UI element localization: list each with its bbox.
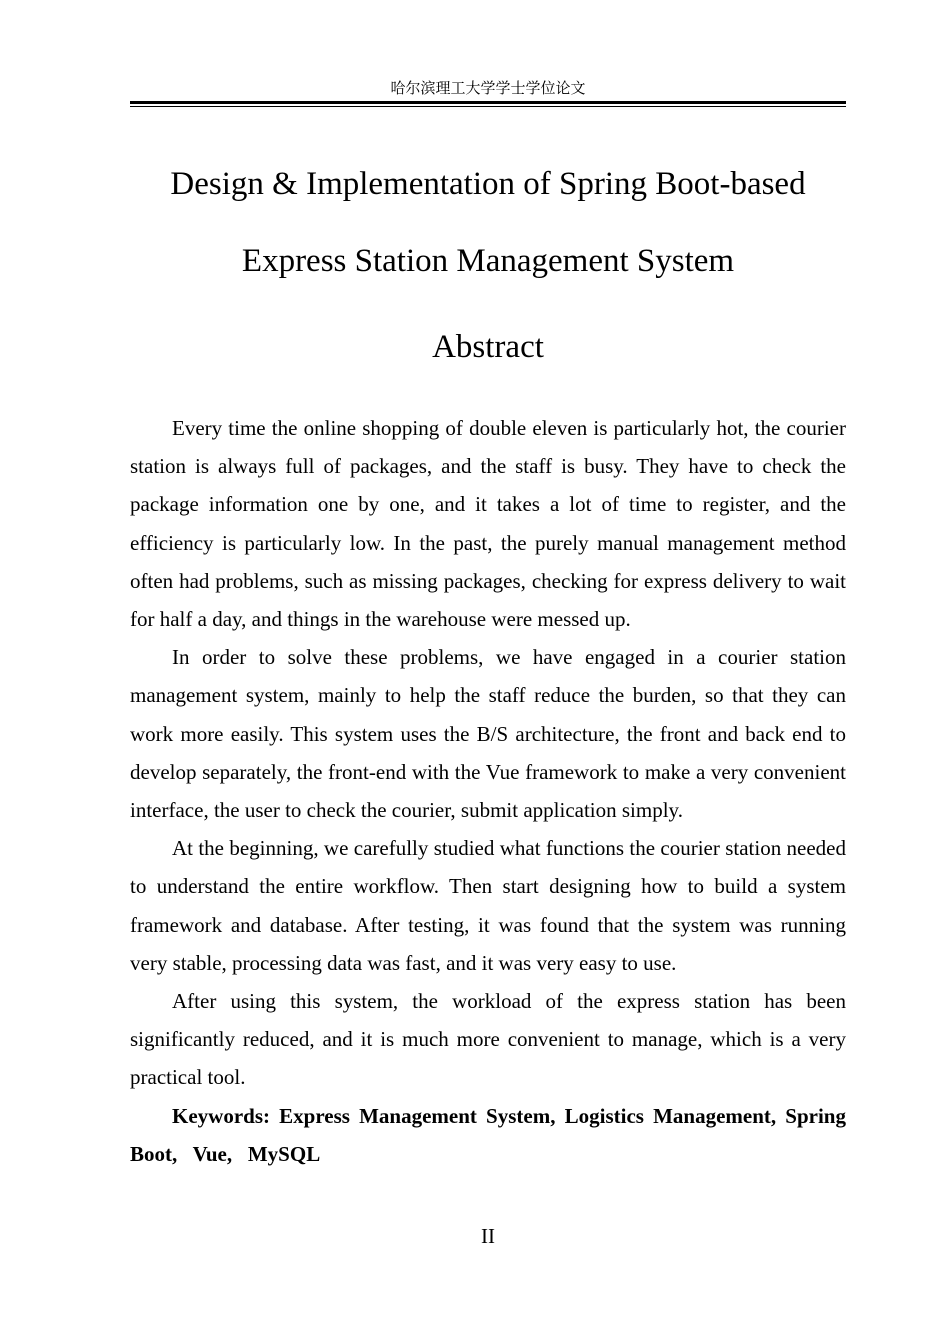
page-number: II [481, 1224, 495, 1248]
document-title [130, 146, 846, 300]
abstract-paragraph: Every time the online shopping of double eleven is particularly hot, the courier station is always full of packages, and the staff is busy. They have to check the package information one by one, and it takes a lot of time to register, and the efficiency is particularly low. In the past, the purely manual management method often had problems, such as missing packages, checking for express delivery to wait for half a day, and things in the warehouse were messed up. [130, 416, 846, 632]
abstract-paragraph: In order to solve these problems, we have engaged in a courier station management system, mainly to help the staff reduce the burden, so that they can work more easily. This system uses the B/S architecture, the front and back end to develop separately, the front-end with the Vue framework to make a very convenient interface, the user to check the courier, submit application simply. [130, 645, 846, 823]
header-rule-thick [130, 101, 846, 104]
keywords: Keywords: Express Management System, Logistics Management, Spring Boot, Vue, MySQL [130, 1103, 846, 1166]
abstract-body [130, 409, 846, 1173]
abstract-paragraph: At the beginning, we carefully studied what functions the courier station needed to understand the entire workflow. Then start designing how to build a system framework and database. After testing, it was found that the system was running very stable, processing data was fast, and it was very easy to use. [130, 836, 846, 975]
running-header: 哈尔滨理工大学学士学位论文 [390, 79, 586, 97]
title-line-2: Express Station Management System [241, 243, 735, 279]
abstract-paragraph: After using this system, the workload of the express station has been significantly reduced, and it is much more convenient to manage, which is a very practical tool. [130, 989, 846, 1090]
abstract-heading: Abstract [432, 329, 544, 365]
title-line-1: Design & Implementation of Spring Boot-based [170, 166, 806, 202]
header-rule-thin [130, 106, 846, 107]
